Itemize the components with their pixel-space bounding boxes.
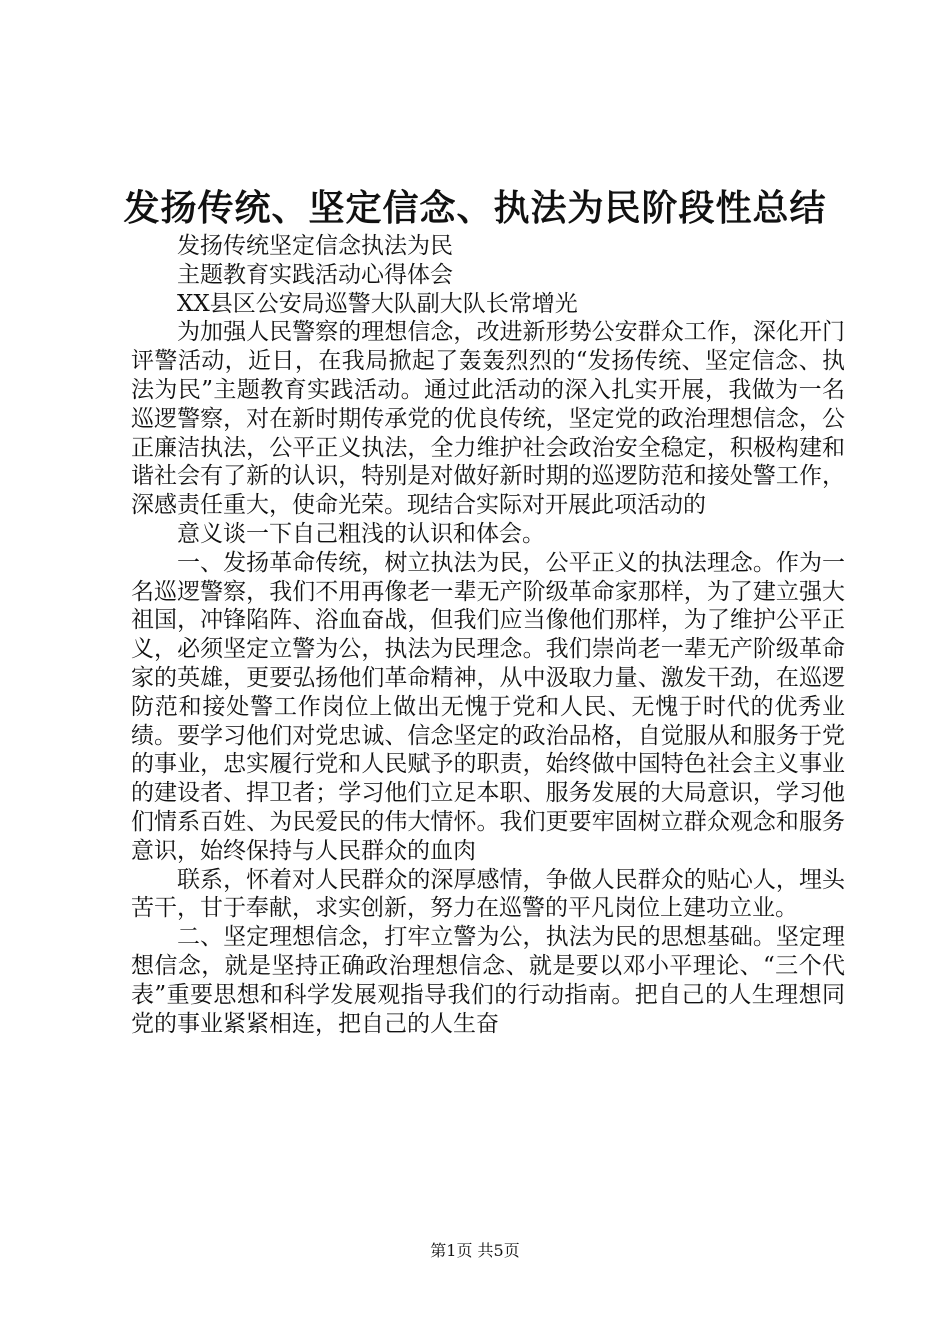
body-paragraph: 意义谈一下自己粗浅的认识和体会。 bbox=[177, 520, 545, 547]
author-line: XX县区公安局巡警大队副大队长常增光 bbox=[177, 290, 578, 317]
subtitle-line: 主题教育实践活动心得体会 bbox=[177, 261, 453, 288]
body-paragraph: 二、坚定理想信念，打牢立警为公，执法为民的思想基础。坚定理想信念，就是坚持正确政治理想信念、就是要以邓小平理论、“三个代表”重要思想和科学发展观指导我们的行动指南。把自己的人生理想同党的事业紧紧相连，把自己的人生奋 bbox=[131, 924, 845, 1037]
document-body bbox=[131, 232, 845, 1038]
body-paragraph: 一、发扬革命传统，树立执法为民，公平正义的执法理念。作为一名巡逻警察，我们不用再像老一辈无产阶级革命家那样，为了建立强大祖国，冲锋陷阵、浴血奋战，但我们应当像他们那样，为了维护公平正义，必须坚定立警为公，执法为民理念。我们崇尚老一辈无产阶级革命家的英雄，更要弘扬他们革命精神，从中汲取力量、激发干劲，在巡逻防范和接处警工作岗位上做出无愧于党和人民、无愧于时代的优秀业绩。要学习他们对党忠诚、信念坚定的政治品格，自觉服从和服务于党的事业，忠实履行党和人民赋予的职责，始终做中国特色社会主义事业的建设者、捍卫者；学习他们立足本职、服务发展的大局意识，学习他们情系百姓、为民爱民的伟大情怀。我们更要牢固树立群众观念和服务意识，始终保持与人民群众的血肉 bbox=[131, 549, 845, 864]
body-paragraph: 为加强人民警察的理想信念，改进新形势公安群众工作，深化开门评警活动，近日，在我局掀起了轰轰烈烈的“发扬传统、坚定信念、执法为民”主题教育实践活动。通过此活动的深入扎实开展，我做为一名巡逻警察，对在新时期传承党的优良传统，坚定党的政治理想信念，公正廉洁执法，公平正义执法，全力维护社会政治安全稳定，积极构建和谐社会有了新的认识，特别是对做好新时期的巡逻防范和接处警工作，深感责任重大，使命光荣。现结合实际对开展此项活动的 bbox=[131, 319, 845, 519]
page-number: 第1页 共5页 bbox=[430, 1241, 520, 1260]
document-title: 发扬传统、坚定信念、执法为民阶段性总结 bbox=[123, 187, 827, 229]
body-paragraph: 联系，怀着对人民群众的深厚感情，争做人民群众的贴心人，埋头苦干，甘于奉献，求实创新，努力在巡警的平凡岗位上建功立业。 bbox=[131, 866, 845, 922]
subtitle-line: 发扬传统坚定信念执法为民 bbox=[177, 233, 453, 259]
